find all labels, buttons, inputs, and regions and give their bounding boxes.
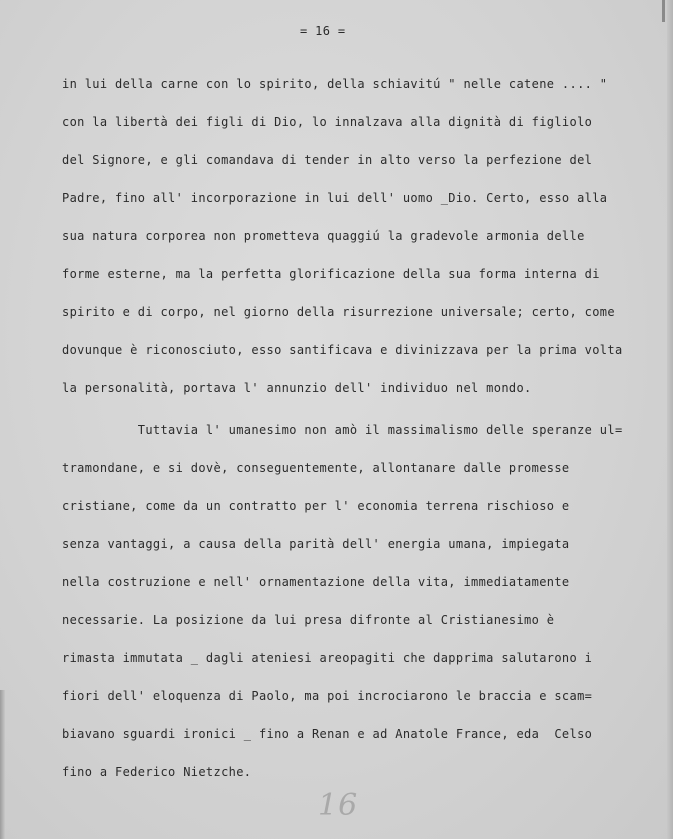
text-line: in lui della carne con lo spirito, della schiavitú " nelle catene .... "	[62, 77, 608, 91]
paper-edge-left	[0, 690, 5, 839]
text-line: rimasta immutata _ dagli ateniesi areopagiti che dapprima salutarono i	[62, 651, 593, 665]
text-line: forme esterne, ma la perfetta glorificazione della sua forma interna di	[62, 267, 600, 281]
paper-edge-right	[667, 0, 673, 839]
text-line: fiori dell' eloquenza di Paolo, ma poi incrociarono le braccia e scam=	[62, 689, 593, 703]
text-line: biavano sguardi ironici _ fino a Renan e ad Anatole France, eda Celso	[62, 727, 593, 741]
text-line: spirito e di corpo, nel giorno della risurrezione universale; certo, come	[62, 305, 615, 319]
pencil-folio-number: 16	[318, 788, 359, 823]
text-line: del Signore, e gli comandava di tender in alto verso la perfezione del	[62, 153, 593, 167]
text-line: sua natura corporea non prometteva quaggiú la gradevole armonia delle	[62, 229, 585, 243]
text-line: senza vantaggi, a causa della parità dell' energia umana, impiegata	[62, 537, 570, 551]
paragraph-start-line: Tuttavia l' umanesimo non amò il massimalismo delle speranze ul=	[62, 423, 623, 437]
page-number: = 16 =	[300, 24, 346, 38]
text-line: fino a Federico Nietzche.	[62, 765, 252, 779]
text-line: tramondane, e si dovè, conseguentemente, allontanare dalle promesse	[62, 461, 570, 475]
text-line: nella costruzione e nell' ornamentazione della vita, immediatamente	[62, 575, 570, 589]
text-line: la personalità, portava l' annunzio dell' individuo nel mondo.	[62, 381, 532, 395]
text-line: necessarie. La posizione da lui presa difronte al Cristianesimo è	[62, 613, 555, 627]
corner-mark	[662, 0, 665, 22]
text-line: Padre, fino all' incorporazione in lui dell' uomo _Dio. Certo, esso alla	[62, 191, 608, 205]
text-line: dovunque è riconosciuto, esso santificava e divinizzava per la prima volta	[62, 343, 623, 357]
text-line: con la libertà dei figli di Dio, lo innalzava alla dignità di figliolo	[62, 115, 593, 129]
text-line: cristiane, come da un contratto per l' economia terrena rischioso e	[62, 499, 570, 513]
